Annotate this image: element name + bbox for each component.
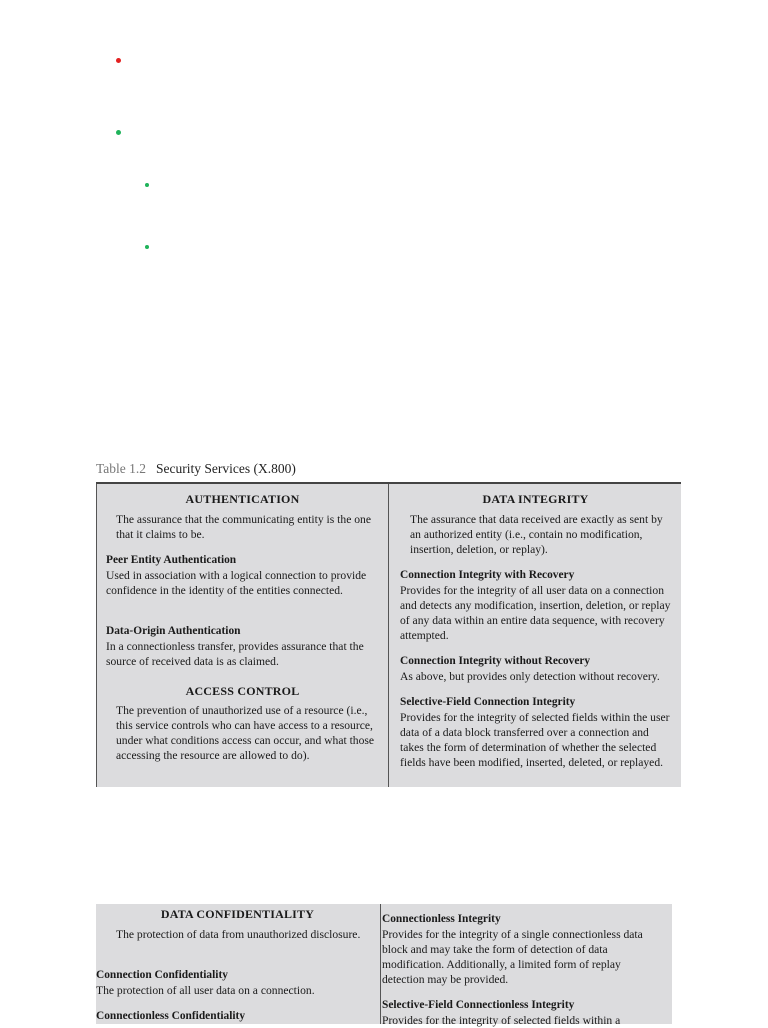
item-title: Connectionless Confidentiality: [96, 1010, 246, 1022]
item-title: Peer Entity Authentication: [106, 554, 237, 566]
access-control-heading: ACCESS CONTROL: [185, 684, 300, 698]
table-number: Table 1.2: [96, 461, 147, 476]
sub-bullet-marker-green: [145, 183, 149, 187]
connection-confidentiality: [96, 968, 379, 998]
item-text: Used in association with a logical connection to provide confidence in the identity of the entities connected.: [106, 569, 367, 597]
item-text: Provides for the integrity of selected fields within the user data of a data block transferred over a connection and takes the form of determination of whether the selected fields have been modified, inserted, deleted, or replayed.: [400, 711, 670, 769]
security-services-table: [96, 482, 681, 787]
connectionless-confidentiality: [96, 1009, 379, 1024]
data-confidentiality-heading: DATA CONFIDENTIALITY: [160, 907, 315, 921]
security-services-table-continued: [96, 904, 672, 1027]
data-confidentiality-intro: The protection of data from unauthorized disclosure.: [116, 928, 361, 941]
data-confidentiality-column: [96, 904, 379, 1024]
data-integrity-intro: The assurance that data received are exactly as sent by an authorized entity (i.e., contain no modification, insertion, deletion, or replay).: [410, 513, 663, 556]
item-title: Connection Integrity without Recovery: [400, 655, 591, 667]
integrity-continued-column: [382, 904, 672, 1027]
item-title: Connection Integrity with Recovery: [400, 569, 575, 581]
connection-integrity-recovery: [390, 568, 681, 643]
item-text: In a connectionless transfer, provides assurance that the source of received data is as claimed.: [106, 640, 364, 668]
data-origin-auth: [96, 624, 389, 669]
item-text: Provides for the integrity of all user data on a connection and detects any modification, insertion, deletion, or replay of any data within an entire data sequence, with recovery attempted.: [400, 584, 671, 642]
bullet-marker-green: [116, 130, 121, 135]
item-title: Selective-Field Connection Integrity: [400, 696, 576, 708]
table-title: Security Services (X.800): [156, 461, 296, 476]
item-text: The protection of all user data on a connection.: [96, 984, 315, 997]
authentication-column: [96, 484, 389, 787]
connection-integrity-no-recovery: [390, 654, 681, 684]
data-integrity-heading: DATA INTEGRITY: [482, 492, 589, 506]
connectionless-integrity: [382, 912, 672, 987]
item-title: Connection Confidentiality: [96, 969, 228, 981]
peer-entity-auth: [96, 553, 389, 598]
item-text: Provides for the integrity of a single connectionless data block and may take the form of detection of data modification. Additionally, a limited form of replay detection may be provided.: [382, 928, 643, 986]
access-control-intro: The prevention of unauthorized use of a resource (i.e., this service controls who can have access to a resource, under what conditions access can occur, and what those accessing the resource are allowed to do).: [116, 704, 375, 762]
sub-bullet-marker-green: [145, 245, 149, 249]
table-caption: [96, 461, 296, 477]
item-text: As above, but provides only detection without recovery.: [400, 670, 660, 683]
selective-field-connection-integrity: [390, 695, 681, 770]
column-divider: [380, 904, 381, 1024]
bullet-marker-red: [116, 58, 121, 63]
item-title: Data-Origin Authentication: [106, 625, 241, 637]
data-integrity-column: [390, 484, 681, 787]
item-title: Selective-Field Connectionless Integrity: [382, 999, 575, 1011]
authentication-heading: AUTHENTICATION: [185, 492, 300, 506]
authentication-intro: The assurance that the communicating entity is the one that it claims to be.: [116, 513, 371, 541]
item-title: Connectionless Integrity: [382, 913, 501, 925]
item-text: Provides for the integrity of selected fields within a: [382, 1014, 621, 1027]
